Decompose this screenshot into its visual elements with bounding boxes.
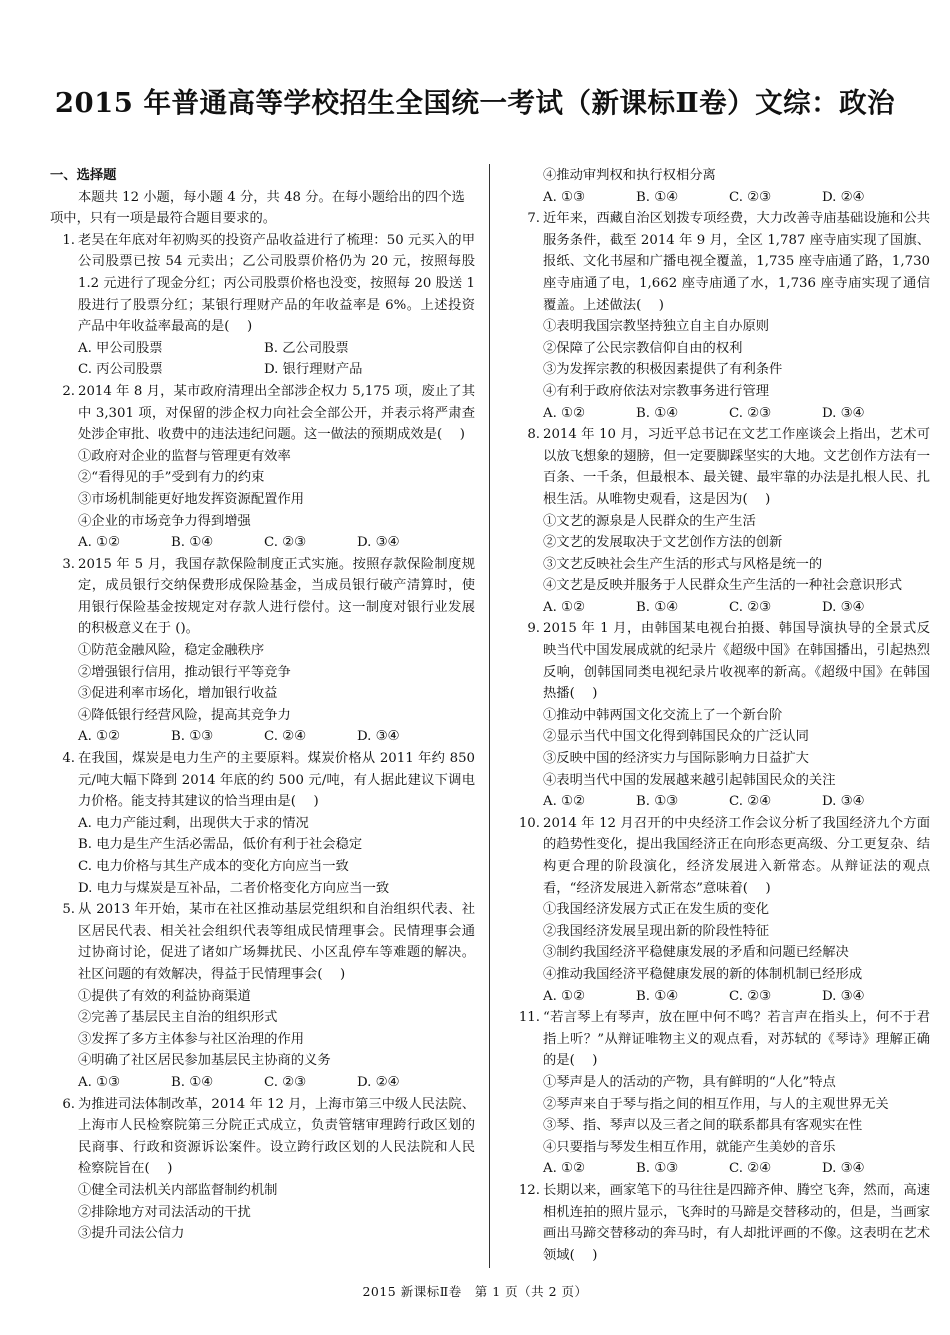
question-number: 2. [62,383,75,399]
statement-4: ④推动我国经济平稳健康发展的新的体制机制已经形成 [543,966,863,982]
question-text: 为推进司法体制改革，2014 年 12 月，上海市第三中级人民法院、上海市人民检察院第三分院正式成立，负责管辖审理跨行政区划的民商事、行政和资源诉讼案件。设立跨行政区划的人民法院和人民检察院旨在( ) [78,1096,475,1177]
statement-4: ④文艺是反映并服务于人民群众生产生活的一种社会意识形式 [543,578,903,594]
statement-2: ②文艺的发展取决于文艺创作方法的创新 [543,535,783,551]
statement-2: ②完善了基层民主自治的组织形式 [78,1010,278,1026]
choice-b: B. ①④ [171,1074,214,1090]
statement-1: ①提供了有效的利益协商渠道 [78,988,251,1004]
answer-choices [515,1158,930,1180]
answer-choices [515,986,930,1008]
choice-c: C. ②③ [264,535,306,551]
choice-b: B. ①④ [636,988,679,1004]
choice-d: D. ②④ [822,189,865,205]
choice-c: C. ②③ [729,189,771,205]
option-b: B. 乙公司股票 [264,340,349,356]
answer-choices [515,597,930,619]
statement-3: ③琴、指、琴声以及三者之间的联系都具有客观实在性 [543,1118,863,1134]
choice-d: D. ③④ [357,729,400,745]
question-text: 2015 年 1 月，由韩国某电视台拍摄、韩国导演执导的全景式反映当代中国发展成就的纪录片《超级中国》在韩国播出，引起热烈反响，创韩国同类电视纪录片收视率的新高。《超级中国》在韩国热播( ) [543,621,930,702]
statement-1: ①推动中韩两国文化交流上了一个新台阶 [543,707,783,723]
statement-1: ①琴声是人的活动的产物，具有鲜明的“人化”特点 [543,1074,836,1090]
choice-a: A. ①③ [543,189,585,205]
answer-choices [515,403,930,425]
statement-3: ③制约我国经济平稳健康发展的矛盾和问题已经解决 [543,945,849,961]
choice-b: B. ①③ [636,1161,679,1177]
question-1 [50,230,475,338]
statement-3: ③提升司法公信力 [78,1226,185,1242]
question-12 [515,1180,930,1266]
question-text: 从 2013 年开始，某市在社区推动基层党组织和自治组织代表、社区居民代表、相关社会组织代表等组成民情理事会。民情理事会通过协商讨论，促进了诸如广场舞扰民、小区乱停车等难题的解决。社区问题的有效解决，得益于民情理事会( ) [78,902,475,982]
statement-4: ④只要指与琴发生相互作用，就能产生美妙的音乐 [543,1139,836,1155]
question-text: 老吴在年底对年初购买的投资产品收益进行了梳理：50 元买入的甲公司股票已按 54 元卖出；乙公司股票价格仍为 20 元，按照每股 1.2 元进行了现金分红；丙公司股票价格也没变，按照每 20 股送 1 股进行了股票分红；某银行理财产品的年收益率是 6%。上述投资产品中年收益率最高的是( ) [78,232,475,335]
answer-choices [515,791,930,813]
page-title: 2015 年普通高等学校招生全国统一考试（新课标Ⅱ卷）文综：政治 [54,87,896,119]
choice-c: C. ②④ [264,729,306,745]
choice-a: A. ①③ [78,1074,120,1090]
statement-1: ①表明我国宗教坚持独立自主自办原则 [543,319,770,335]
choice-c: C. ②③ [729,405,771,421]
question-7 [515,208,930,316]
question-10 [515,813,930,899]
question-text: “若言琴上有琴声，放在匣中何不鸣？若言声在指头上，何不于君指上听？”从辩证唯物主义的观点看，对苏轼的《琴诗》理解正确的是( ) [543,1010,930,1069]
statement-1: ①政府对企业的监督与管理更有效率 [78,448,291,464]
statement-2: ②排除地方对司法活动的干扰 [78,1204,251,1220]
statement-4: ④推动审判权和执行权相分离 [543,168,716,183]
option-b: B. 电力是生产生活必需品，低价有利于社会稳定 [78,837,363,853]
statement-3: ③为发挥宗教的积极因素提供了有利条件 [543,362,783,378]
question-3 [50,554,475,640]
statement-2: ②“看得见的手”受到有力的约束 [78,470,265,486]
option-a: A. 甲公司股票 [78,340,163,356]
choice-d: D. ②④ [357,1074,400,1090]
choice-b: B. ①③ [171,729,214,745]
section-heading: 一、选择题 [50,168,117,183]
option-c: C. 丙公司股票 [78,362,163,378]
choice-a: A. ①② [543,794,585,810]
choice-c: C. ②③ [264,1074,306,1090]
question-number: 1. [62,232,75,248]
statement-1: ①我国经济发展方式正在发生质的变化 [543,902,770,918]
choice-d: D. ③④ [822,794,865,810]
statement-2: ②我国经济发展呈现出新的阶段性特征 [543,923,770,939]
statement-3: ③促进利率市场化，增加银行收益 [78,686,278,702]
statement-4: ④明确了社区居民参加基层民主协商的义务 [78,1053,331,1069]
question-text: 近年来，西藏自治区划拨专项经费，大力改善寺庙基础设施和公共服务条件，截至 2014 年 9 月，全区 1,787 座寺庙实现了国旗、报纸、文化书屋和广播电视全覆盖，1,735 座寺庙通了路，1,730 座寺庙通了电，1,662 座寺庙通了水，1,736 座寺庙实现了通信覆盖。上述做法( ) [543,211,930,313]
question-text: 2014 年 10 月，习近平总书记在文艺工作座谈会上指出，艺术可以放飞想象的翅膀，但一定要脚踩坚实的大地。文艺创作方法有一百条、一千条，但最根本、最关键、最牢靠的办法是扎根人民、扎根生活。从唯物史观看，这是因为( ) [543,427,930,507]
statement-2: ②保障了公民宗教信仰自由的权利 [543,340,743,356]
question-number: 3. [62,556,75,572]
statement-4: ④降低银行经营风险，提高其竞争力 [78,707,291,723]
question-text: 2015 年 5 月，我国存款保险制度正式实施。按照存款保险制度规定，成员银行交纳保费形成保险基金，当成员银行破产清算时，使用银行保险基金按规定对存款人进行偿付。这一制度对银行业发展的积极意义在于 ()。 [78,556,475,637]
question-number: 10. [518,815,540,831]
choice-c: C. ②④ [729,1161,771,1177]
left-column [50,165,475,1245]
choice-b: B. ①④ [636,405,679,421]
question-text: 2014 年 12 月召开的中央经济工作会议分析了我国经济九个方面的趋势性变化，提出我国经济正在向形态更高级、分工更复杂、结构更合理的阶段演化，经济发展进入新常态。从辩证法的观点看，“经济发展进入新常态”意味着( ) [543,815,930,896]
choice-b: B. ①④ [171,535,214,551]
question-8 [515,424,930,510]
choice-c: C. ②③ [729,988,771,1004]
question-11 [515,1007,930,1072]
question-number: 4. [62,751,75,767]
answer-choices [50,532,475,554]
choice-d: D. ③④ [822,1161,865,1177]
page-footer: 2015 新课标Ⅱ卷 第 1 页（共 2 页） [362,1284,588,1299]
statement-4: ④表明当代中国的发展越来越引起韩国民众的关注 [543,772,836,788]
question-9 [515,618,930,704]
options [50,338,475,381]
option-a: A. 电力产能过剩，出现供大于求的情况 [78,815,309,831]
question-number: 5. [62,902,75,918]
choice-a: A. ①② [78,535,120,551]
choice-b: B. ①④ [636,599,679,615]
choice-a: A. ①② [543,1161,585,1177]
choice-c: C. ②③ [729,599,771,615]
option-c: C. 电力价格与其生产成本的变化方向应当一致 [78,859,349,874]
choice-d: D. ③④ [822,988,865,1004]
question-6 [50,1094,475,1180]
answer-choices [50,1072,475,1094]
question-4 [50,748,475,813]
statement-1: ①文艺的源泉是人民群众的生产生活 [543,513,756,529]
statement-3: ③文艺反映社会生产生活的形式与风格是统一的 [543,556,823,572]
question-number: 6. [62,1096,75,1112]
question-2 [50,381,475,446]
option-d: D. 银行理财产品 [264,362,363,378]
choice-d: D. ③④ [822,599,865,615]
question-text: 长期以来，画家笔下的马往往是四蹄齐伸、腾空飞奔，然而，高速相机连拍的照片显示，飞奔时的马蹄是交替移动的，但是，当画家画出马蹄交替移动的奔马时，有人却批评画的不像。这表明在艺术领域( ) [543,1182,930,1263]
statement-3: ③反映中国的经济实力与国际影响力日益扩大 [543,751,809,767]
choice-b: B. ①③ [636,794,679,810]
question-number: 7. [527,211,540,227]
choice-d: D. ③④ [357,535,400,551]
choice-b: B. ①④ [636,189,679,205]
choice-a: A. ①② [543,599,585,615]
statement-3: ③发挥了多方主体参与社区治理的作用 [78,1031,305,1047]
statement-2: ②显示当代中国文化得到韩国民众的广泛认同 [543,729,809,745]
right-column [515,165,930,1266]
answer-choices [50,726,475,748]
question-text: 在我国，煤炭是电力生产的主要原料。煤炭价格从 2011 年约 850 元/吨大幅下降到 2014 年底的约 500 元/吨，有人据此建议下调电力价格。能支持其建议的恰当理由是( ) [78,751,475,810]
choice-d: D. ③④ [822,405,865,421]
question-5 [50,899,475,985]
choice-a: A. ①② [543,405,585,421]
statement-1: ①健全司法机关内部监督制约机制 [78,1182,278,1198]
question-text: 2014 年 8 月，某市政府清理出全部涉企权力 5,175 项，废止了其中 3,301 项，对保留的涉企权力向社会全部公开，并表示将严肃查处涉企审批、收费中的违法违纪问题。这一做法的预期成效是( ) [78,383,475,443]
statement-3: ③市场机制能更好地发挥资源配置作用 [78,491,305,507]
option-d: D. 电力与煤炭是互补品，二者价格变化方向应当一致 [78,880,390,896]
question-number: 9. [527,621,540,637]
answer-choices [515,187,930,209]
column-divider [489,164,490,1268]
question-number: 12. [518,1182,540,1198]
section-intro: 本题共 12 小题，每小题 4 分，共 48 分。在每小题给出的四个选项中，只有一项是最符合题目要求的。 [50,189,465,227]
statement-2: ②琴声来自于琴与指之间的相互作用，与人的主观世界无关 [543,1096,889,1112]
question-number: 11. [518,1010,540,1026]
choice-a: A. ①② [543,988,585,1004]
statement-2: ②增强银行信用，推动银行平等竞争 [78,664,291,680]
choice-c: C. ②④ [729,794,771,810]
statement-1: ①防范金融风险，稳定金融秩序 [78,643,265,659]
statement-4: ④企业的市场竞争力得到增强 [78,513,251,529]
choice-a: A. ①② [78,729,120,745]
statement-4: ④有利于政府依法对宗教事务进行管理 [543,383,770,399]
question-number: 8. [527,427,540,443]
